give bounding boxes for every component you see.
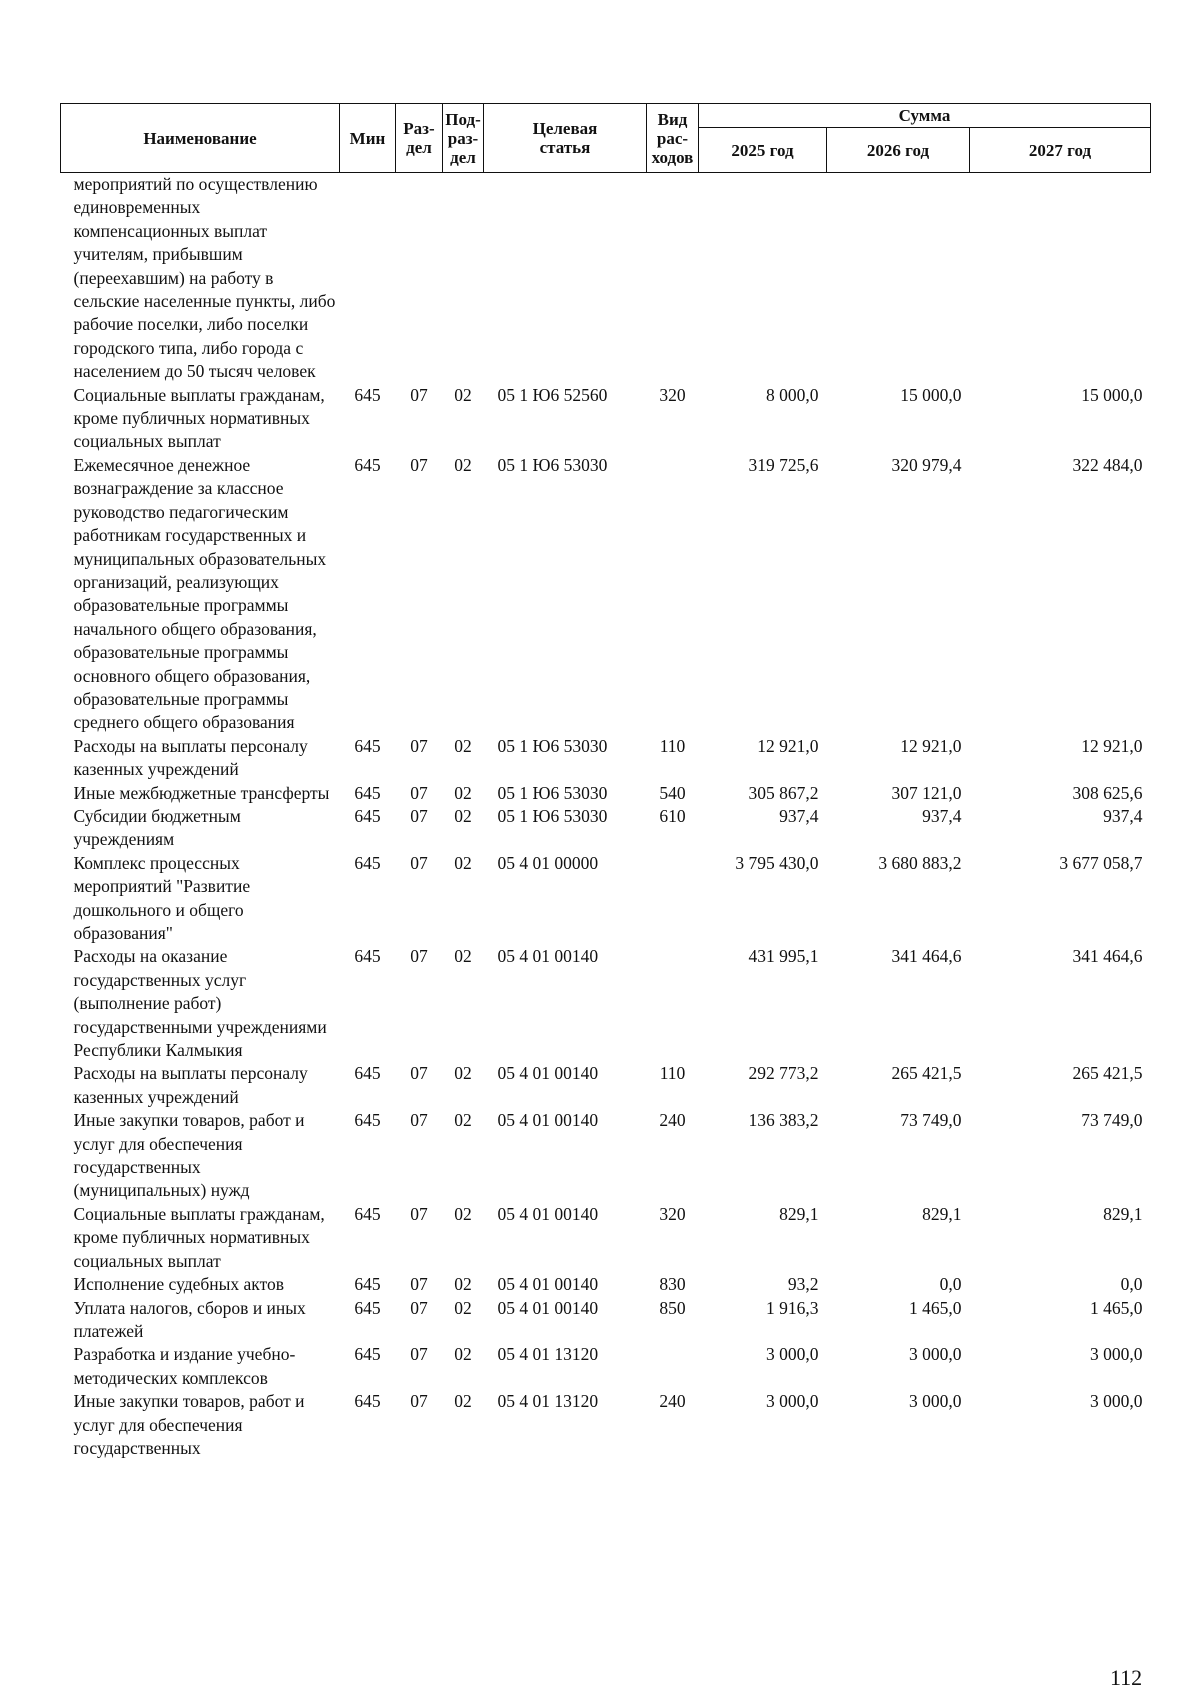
- cell-vid: 110: [659, 1063, 686, 1084]
- cell-name: Социальные выплаты гражданам, кроме публичных нормативных социальных выплат: [73, 1203, 325, 1271]
- cell-target: 05 4 01 00140: [497, 1063, 599, 1084]
- cell-y2025: 12 921,0: [757, 735, 819, 756]
- cell-y2026: 1 465,0: [909, 1297, 962, 1318]
- cell-name: Ежемесячное денежное вознаграждение за классное руководство педагогическим работникам государственных и муниципальных образовательных организаций, реализующих образовательные программы начального общего образования, образовательные программы основного общего образования, образовательные программы среднего общего образования: [73, 454, 327, 733]
- table-row: [61, 454, 1151, 735]
- cell-min: [340, 173, 396, 384]
- cell-y2025: 136 383,2: [748, 1110, 819, 1131]
- cell-y2027: 3 677 058,7: [1059, 852, 1143, 873]
- cell-podrazdel: 02: [454, 1297, 472, 1318]
- cell-min: 645: [354, 1391, 381, 1412]
- header-name: Наименование: [61, 104, 340, 173]
- cell-y2025: 305 867,2: [748, 782, 819, 803]
- cell-min: 645: [354, 1297, 381, 1318]
- header-2027: 2027 год: [970, 128, 1151, 173]
- cell-name: мероприятий по осуществлению единовременных компенсационных выплат учителям, прибывшим (переехавшим) на работу в сельские населенные пункты, либо рабочие поселки, либо поселки городского типа, либо города с населением до 50 тысяч человек: [73, 174, 336, 382]
- table-row: [61, 1203, 1151, 1273]
- cell-y2026: 265 421,5: [891, 1063, 962, 1084]
- cell-y2027: 937,4: [1103, 805, 1143, 826]
- cell-podrazdel: 02: [454, 735, 472, 756]
- cell-y2027: 308 625,6: [1072, 782, 1143, 803]
- cell-razdel: 07: [410, 852, 428, 873]
- cell-podrazdel: 02: [454, 946, 472, 967]
- cell-y2026: 73 749,0: [900, 1110, 962, 1131]
- cell-razdel: 07: [410, 946, 428, 967]
- cell-y2026: 0,0: [939, 1274, 962, 1295]
- cell-podrazdel: 02: [454, 852, 472, 873]
- cell-y2025: 8 000,0: [766, 384, 819, 405]
- cell-razdel: 07: [410, 384, 428, 405]
- cell-y2027: 15 000,0: [1081, 384, 1143, 405]
- cell-podrazdel: [443, 173, 484, 384]
- cell-y2027: 0,0: [1120, 1274, 1143, 1295]
- cell-vid: 240: [659, 1391, 686, 1412]
- cell-name: Разработка и издание учебно-методических комплексов: [73, 1344, 296, 1388]
- cell-target: 05 4 01 00140: [497, 1297, 599, 1318]
- cell-podrazdel: 02: [454, 782, 472, 803]
- cell-razdel: 07: [410, 1297, 428, 1318]
- cell-target: 05 4 01 00140: [497, 1203, 599, 1224]
- cell-razdel: 07: [410, 1203, 428, 1224]
- cell-y2025: 319 725,6: [748, 454, 819, 475]
- cell-target: 05 4 01 00140: [497, 1110, 599, 1131]
- cell-y2027: 12 921,0: [1081, 735, 1143, 756]
- cell-target: 05 1 Ю6 53030: [497, 782, 608, 803]
- cell-vid: 240: [659, 1110, 686, 1131]
- cell-podrazdel: 02: [454, 1063, 472, 1084]
- cell-y2027: 829,1: [1103, 1203, 1143, 1224]
- cell-vid: [647, 852, 699, 946]
- cell-y2025: 829,1: [779, 1203, 819, 1224]
- cell-y2026: 3 000,0: [909, 1391, 962, 1412]
- table-row: [61, 1390, 1151, 1460]
- table-row: [61, 735, 1151, 782]
- cell-min: 645: [354, 1110, 381, 1131]
- cell-vid: 540: [659, 782, 686, 803]
- cell-vid: 320: [659, 384, 686, 405]
- cell-podrazdel: 02: [454, 1344, 472, 1365]
- cell-vid: [647, 1343, 699, 1390]
- cell-razdel: 07: [410, 1274, 428, 1295]
- header-2026: 2026 год: [827, 128, 970, 173]
- cell-target: 05 4 01 13120: [497, 1391, 599, 1412]
- cell-y2025: 292 773,2: [748, 1063, 819, 1084]
- cell-podrazdel: 02: [454, 454, 472, 475]
- cell-target: 05 4 01 13120: [497, 1344, 599, 1365]
- cell-y2026: 307 121,0: [891, 782, 962, 803]
- cell-target: 05 4 01 00000: [497, 852, 599, 873]
- cell-y2027: 3 000,0: [1090, 1391, 1143, 1412]
- cell-min: 645: [354, 1344, 381, 1365]
- cell-y2025: [699, 173, 827, 384]
- table-row: [61, 1343, 1151, 1390]
- cell-y2025: 3 795 430,0: [735, 852, 819, 873]
- header-razdel: Раз- дел: [396, 104, 443, 173]
- cell-name: Расходы на оказание государственных услуг (выполнение работ) государственными учреждениями Республики Калмыкия: [73, 946, 327, 1061]
- cell-podrazdel: 02: [454, 1274, 472, 1295]
- cell-name: Иные закупки товаров, работ и услуг для обеспечения государственных: [73, 1391, 305, 1458]
- cell-name: Социальные выплаты гражданам, кроме публичных нормативных социальных выплат: [73, 384, 325, 452]
- table-row: [61, 782, 1151, 805]
- cell-razdel: 07: [410, 782, 428, 803]
- cell-y2026: 341 464,6: [891, 946, 962, 967]
- cell-y2026: 3 000,0: [909, 1344, 962, 1365]
- table-body: [61, 173, 1151, 1461]
- table-row: [61, 1109, 1151, 1203]
- cell-y2025: 431 995,1: [748, 946, 819, 967]
- cell-podrazdel: 02: [454, 1391, 472, 1412]
- table-row: [61, 852, 1151, 946]
- cell-y2027: 3 000,0: [1090, 1344, 1143, 1365]
- cell-name: Расходы на выплаты персоналу казенных учреждений: [73, 735, 308, 780]
- header-podrazdel: Под- раз- дел: [443, 104, 484, 173]
- cell-y2027: [970, 173, 1151, 384]
- table-row: [61, 1273, 1151, 1296]
- cell-y2026: 320 979,4: [891, 454, 962, 475]
- cell-min: 645: [354, 454, 381, 475]
- cell-name: Уплата налогов, сборов и иных платежей: [73, 1297, 306, 1341]
- cell-y2026: 15 000,0: [900, 384, 962, 405]
- header-min: Мин: [340, 104, 396, 173]
- header-sum: Сумма: [699, 104, 1151, 128]
- cell-y2026: 937,4: [922, 805, 962, 826]
- cell-name: Иные закупки товаров, работ и услуг для обеспечения государственных (муниципальных) нужд: [73, 1110, 305, 1201]
- cell-razdel: 07: [410, 1391, 428, 1412]
- table-row: [61, 1062, 1151, 1109]
- cell-razdel: 07: [410, 735, 428, 756]
- cell-target: 05 1 Ю6 53030: [497, 735, 608, 756]
- cell-vid: 110: [659, 735, 686, 756]
- cell-target: 05 1 Ю6 52560: [497, 384, 608, 405]
- table-row: [61, 945, 1151, 1062]
- cell-vid: [647, 945, 699, 1062]
- table-row: [61, 1297, 1151, 1344]
- cell-min: 645: [354, 384, 381, 405]
- cell-y2025: 1 916,3: [766, 1297, 819, 1318]
- cell-min: 645: [354, 805, 381, 826]
- cell-razdel: 07: [410, 805, 428, 826]
- cell-y2026: 12 921,0: [900, 735, 962, 756]
- cell-podrazdel: 02: [454, 384, 472, 405]
- cell-target: 05 1 Ю6 53030: [497, 805, 608, 826]
- cell-razdel: [396, 173, 443, 384]
- cell-min: 645: [354, 946, 381, 967]
- header-target: Целевая статья: [484, 104, 647, 173]
- cell-y2027: 73 749,0: [1081, 1110, 1143, 1131]
- cell-y2026: 3 680 883,2: [878, 852, 962, 873]
- cell-podrazdel: 02: [454, 805, 472, 826]
- cell-name: Иные межбюджетные трансферты: [73, 782, 330, 803]
- cell-vid: 320: [659, 1203, 686, 1224]
- table-row: [61, 384, 1151, 454]
- cell-y2025: 3 000,0: [766, 1344, 819, 1365]
- cell-name: Комплекс процессных мероприятий "Развитие дошкольного и общего образования": [73, 852, 251, 943]
- cell-name: Исполнение судебных актов: [73, 1274, 285, 1295]
- cell-min: 645: [354, 852, 381, 873]
- cell-razdel: 07: [410, 1344, 428, 1365]
- cell-razdel: 07: [410, 1110, 428, 1131]
- cell-vid: 850: [659, 1297, 686, 1318]
- table-row: [61, 173, 1151, 384]
- cell-y2027: 322 484,0: [1072, 454, 1143, 475]
- cell-razdel: 07: [410, 454, 428, 475]
- cell-vid: 830: [659, 1274, 686, 1295]
- cell-target: [484, 173, 647, 384]
- table-row: [61, 805, 1151, 852]
- cell-target: 05 4 01 00140: [497, 946, 599, 967]
- cell-y2025: 93,2: [787, 1274, 819, 1295]
- cell-y2027: 265 421,5: [1072, 1063, 1143, 1084]
- budget-table: [60, 103, 1151, 1460]
- cell-y2026: 829,1: [922, 1203, 962, 1224]
- cell-y2025: 937,4: [779, 805, 819, 826]
- cell-y2025: 3 000,0: [766, 1391, 819, 1412]
- cell-name: Субсидии бюджетным учреждениям: [73, 805, 241, 850]
- cell-min: 645: [354, 1203, 381, 1224]
- cell-min: 645: [354, 1274, 381, 1295]
- cell-target: 05 1 Ю6 53030: [497, 454, 608, 475]
- cell-y2027: 341 464,6: [1072, 946, 1143, 967]
- cell-name: Расходы на выплаты персоналу казенных учреждений: [73, 1063, 308, 1107]
- cell-vid: [647, 454, 699, 735]
- cell-podrazdel: 02: [454, 1203, 472, 1224]
- page-number: 112: [1110, 1665, 1143, 1690]
- header-2025: 2025 год: [699, 128, 827, 173]
- cell-target: 05 4 01 00140: [497, 1274, 599, 1295]
- cell-min: 645: [354, 735, 381, 756]
- cell-podrazdel: 02: [454, 1110, 472, 1131]
- header-vid: Вид рас- ходов: [647, 104, 699, 173]
- cell-y2027: 1 465,0: [1090, 1297, 1143, 1318]
- cell-min: 645: [354, 1063, 381, 1084]
- cell-vid: [647, 173, 699, 384]
- cell-razdel: 07: [410, 1063, 428, 1084]
- cell-vid: 610: [659, 805, 686, 826]
- cell-min: 645: [354, 782, 381, 803]
- cell-y2026: [827, 173, 970, 384]
